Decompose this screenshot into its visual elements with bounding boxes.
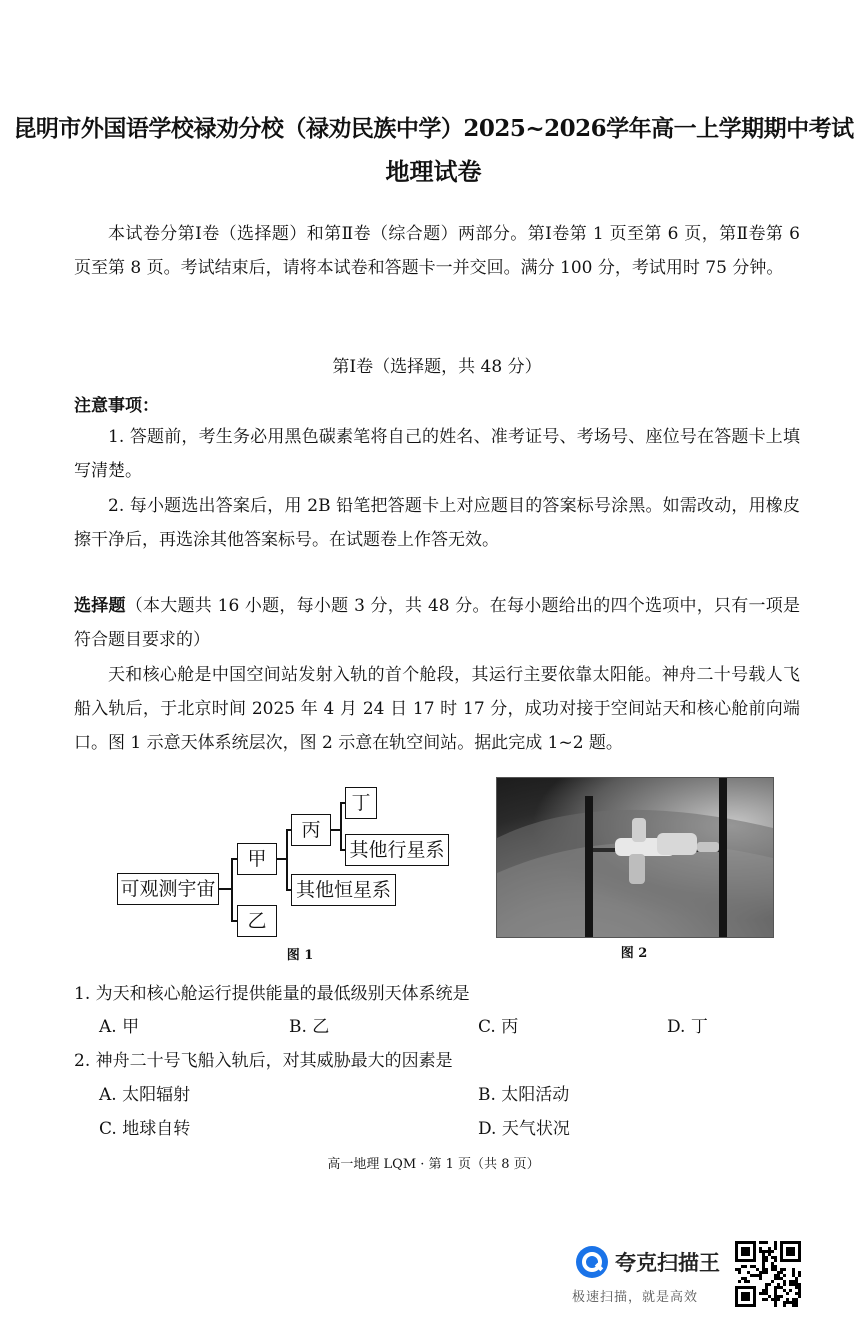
box-ding: 丁 (345, 787, 377, 819)
choice-label: 选择题 (74, 596, 126, 616)
scanner-brand-name: 夸克扫描王 (615, 1251, 720, 1275)
connector (340, 802, 342, 850)
q1-option-c: C. 丙 (478, 1017, 519, 1037)
exam-title: 昆明市外国语学校禄劝分校（禄劝民族中学）2025~2026学年高一上学期期中考试 (13, 115, 854, 142)
connector (286, 829, 288, 890)
box-jia: 甲 (237, 843, 277, 875)
figure-1-caption: 图 1 (286, 948, 314, 963)
page-footer: 高一地理 LQM · 第 1 页（共 8 页） (327, 1157, 540, 1172)
question-1-stem: 1. 为天和核心舱运行提供能量的最低级别天体系统是 (74, 984, 470, 1004)
box-other-stars: 其他恒星系 (291, 874, 396, 906)
space-station-illustration (497, 778, 773, 937)
quark-logo-icon (575, 1245, 609, 1279)
box-observable-universe: 可观测宇宙 (117, 873, 219, 905)
space-station-image (496, 777, 774, 938)
q1-option-b: B. 乙 (289, 1017, 330, 1037)
notice-2: 2. 每小题选出答案后，用 2B 铅笔把答题卡上对应题目的答案标号涂黑。如需改动，用橡皮擦干净后，再选涂其他答案标号。在试题卷上作答无效。 (74, 496, 800, 550)
q1-option-a: A. 甲 (99, 1017, 140, 1037)
box-other-planets: 其他行星系 (345, 834, 449, 866)
box-yi: 乙 (237, 905, 277, 937)
material-paragraph: 天和核心舱是中国空间站发射入轨的首个舱段，其运行主要依靠太阳能。神舟二十号载人飞船入轨后，于北京时间 2025 年 4 月 24 日 17 时 17 分，成功对接于空间站天和核心舱前向端口。图 1 示意天体系统层次，图 2 示意在轨空间站。据此完成 1~2 题。 (74, 665, 800, 753)
section-heading: 第Ⅰ卷（选择题，共 48 分） (332, 357, 542, 377)
choice-section-desc (74, 589, 800, 657)
choice-rules: （本大题共 16 小题，每小题 3 分，共 48 分。在每小题给出的四个选项中，只有一项是符合题目要求的） (74, 596, 800, 650)
figure-2-caption: 图 2 (620, 946, 648, 961)
qr-code-graphic (735, 1241, 801, 1307)
intro-paragraph: 本试卷分第Ⅰ卷（选择题）和第Ⅱ卷（综合题）两部分。第Ⅰ卷第 1 页至第 6 页，第Ⅱ卷第 6 页至第 8 页。考试结束后，请将本试卷和答题卡一并交回。满分 100 分，考试用时 75 分钟。 (74, 224, 800, 278)
q1-option-d: D. 丁 (667, 1017, 708, 1037)
q2-option-a: A. 太阳辐射 (99, 1085, 191, 1105)
q2-option-b: B. 太阳活动 (478, 1085, 570, 1105)
question-2-stem: 2. 神舟二十号飞船入轨后，对其威胁最大的因素是 (74, 1051, 453, 1071)
q2-option-c: C. 地球自转 (99, 1119, 191, 1139)
scanner-slogan: 极速扫描，就是高效 (572, 1290, 699, 1305)
qr-code (735, 1241, 801, 1307)
notice-1: 1. 答题前，考生务必用黑色碳素笔将自己的姓名、准考证号、考场号、座位号在答题卡上填写清楚。 (74, 427, 800, 481)
notice-title: 注意事项： (74, 396, 159, 416)
connector (231, 858, 233, 921)
q2-option-d: D. 天气状况 (478, 1119, 570, 1139)
exam-subject: 地理试卷 (385, 157, 482, 186)
box-bing: 丙 (291, 814, 331, 846)
